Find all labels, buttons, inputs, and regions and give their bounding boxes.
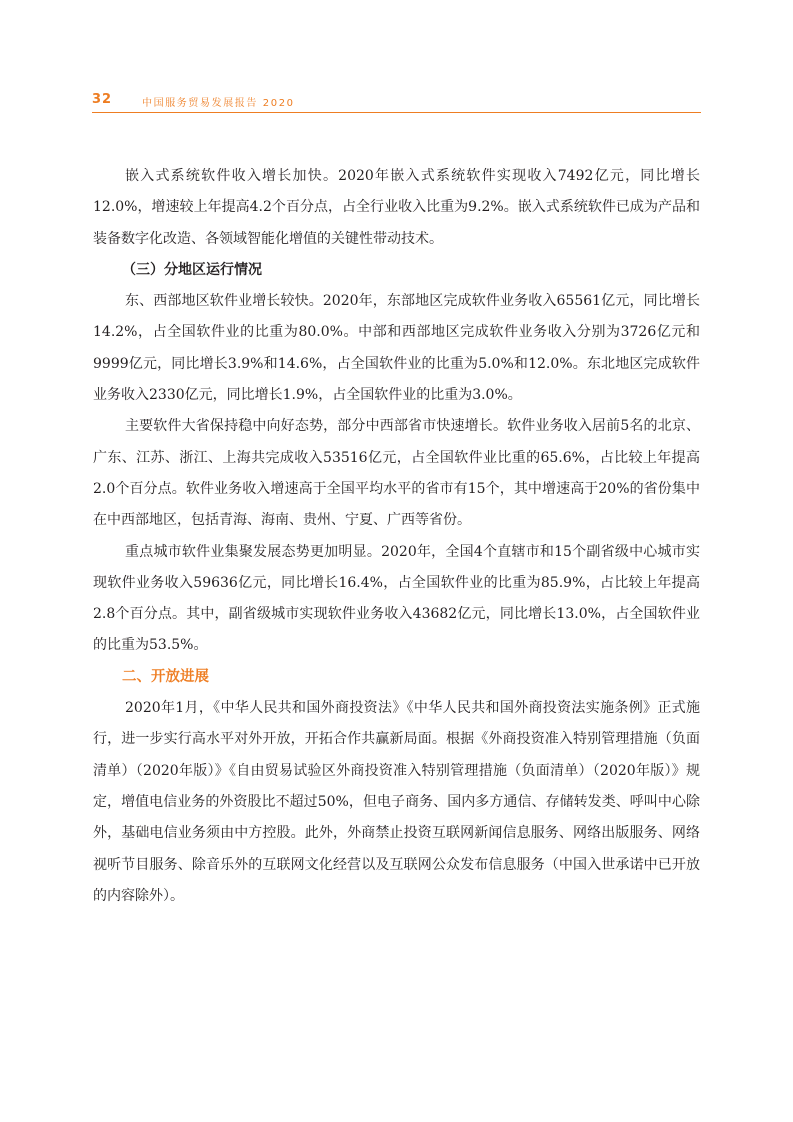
paragraph-regional-growth: 东、西部地区软件业增长较快。2020年，东部地区完成软件业务收入65561亿元，同比增长14.2%，占全国软件业的比重为80.0%。中部和西部地区完成软件业务收入分别为3726亿元和9999亿元，同比增长3.9%和14.6%，占全国软件业的比重为5.0%和12.0%。东北地区完成软件业务收入2330亿元，同比增长1.9%，占全国软件业的比重为3.0%。	[93, 293, 700, 404]
paragraph-key-cities: 重点城市软件业集聚发展态势更加明显。2020年，全国4个直辖市和15个副省级中心城市实现软件业务收入59636亿元，同比增长16.4%，占全国软件业的比重为85.9%，占比较上年提高2.8个百分点。其中，副省级城市实现软件业务收入43682亿元，同比增长13.0%，占全国软件业的比重为53.5%。	[93, 543, 700, 654]
paragraph-embedded-software: 嵌入式系统软件收入增长加快。2020年嵌入式系统软件实现收入7492亿元，同比增长12.0%，增速较上年提高4.2个百分点，占全行业收入比重为9.2%。嵌入式系统软件已成为产品和装备数字化改造、各领域智能化增值的关键性带动技术。	[93, 168, 700, 247]
running-title: 中国服务贸易发展报告 2020	[142, 98, 295, 109]
section-heading-opening-progress: 二、开放进展	[122, 668, 209, 685]
page-number: 32	[92, 92, 113, 107]
paragraph-major-provinces: 主要软件大省保持稳中向好态势，部分中西部省市快速增长。软件业务收入居前5名的北京、广东、江苏、浙江、上海共完成收入53516亿元，占全国软件业比重的65.6%，占比较上年提高2.0个百分点。软件业务收入增速高于全国平均水平的省市有15个，其中增速高于20%的省份集中在中西部地区，包括青海、海南、贵州、宁夏、广西等省份。	[93, 418, 700, 529]
paragraph-opening-policy: 2020年1月，《中华人民共和国外商投资法》《中华人民共和国外商投资法实施条例》正式施行，进一步实行高水平对外开放，开拓合作共赢新局面。根据《外商投资准入特别管理措施（负面清单）（2020年版）》《自由贸易试验区外商投资准入特别管理措施（负面清单）（2020年版）》规定，增值电信业务的外资股比不超过50%，但电子商务、国内多方通信、存储转发类、呼叫中心除外，基础电信业务须由中方控股。此外，外商禁止投资互联网新闻信息服务、网络出版服务、网络视听节目服务、除音乐外的互联网文化经营以及互联网公众发布信息服务（中国入世承诺中已开放的内容除外）。	[93, 700, 700, 904]
document-body	[93, 161, 700, 912]
page-header	[92, 92, 701, 114]
subheading-regional-operation: （三）分地区运行情况	[122, 261, 262, 278]
header-divider	[92, 112, 701, 113]
